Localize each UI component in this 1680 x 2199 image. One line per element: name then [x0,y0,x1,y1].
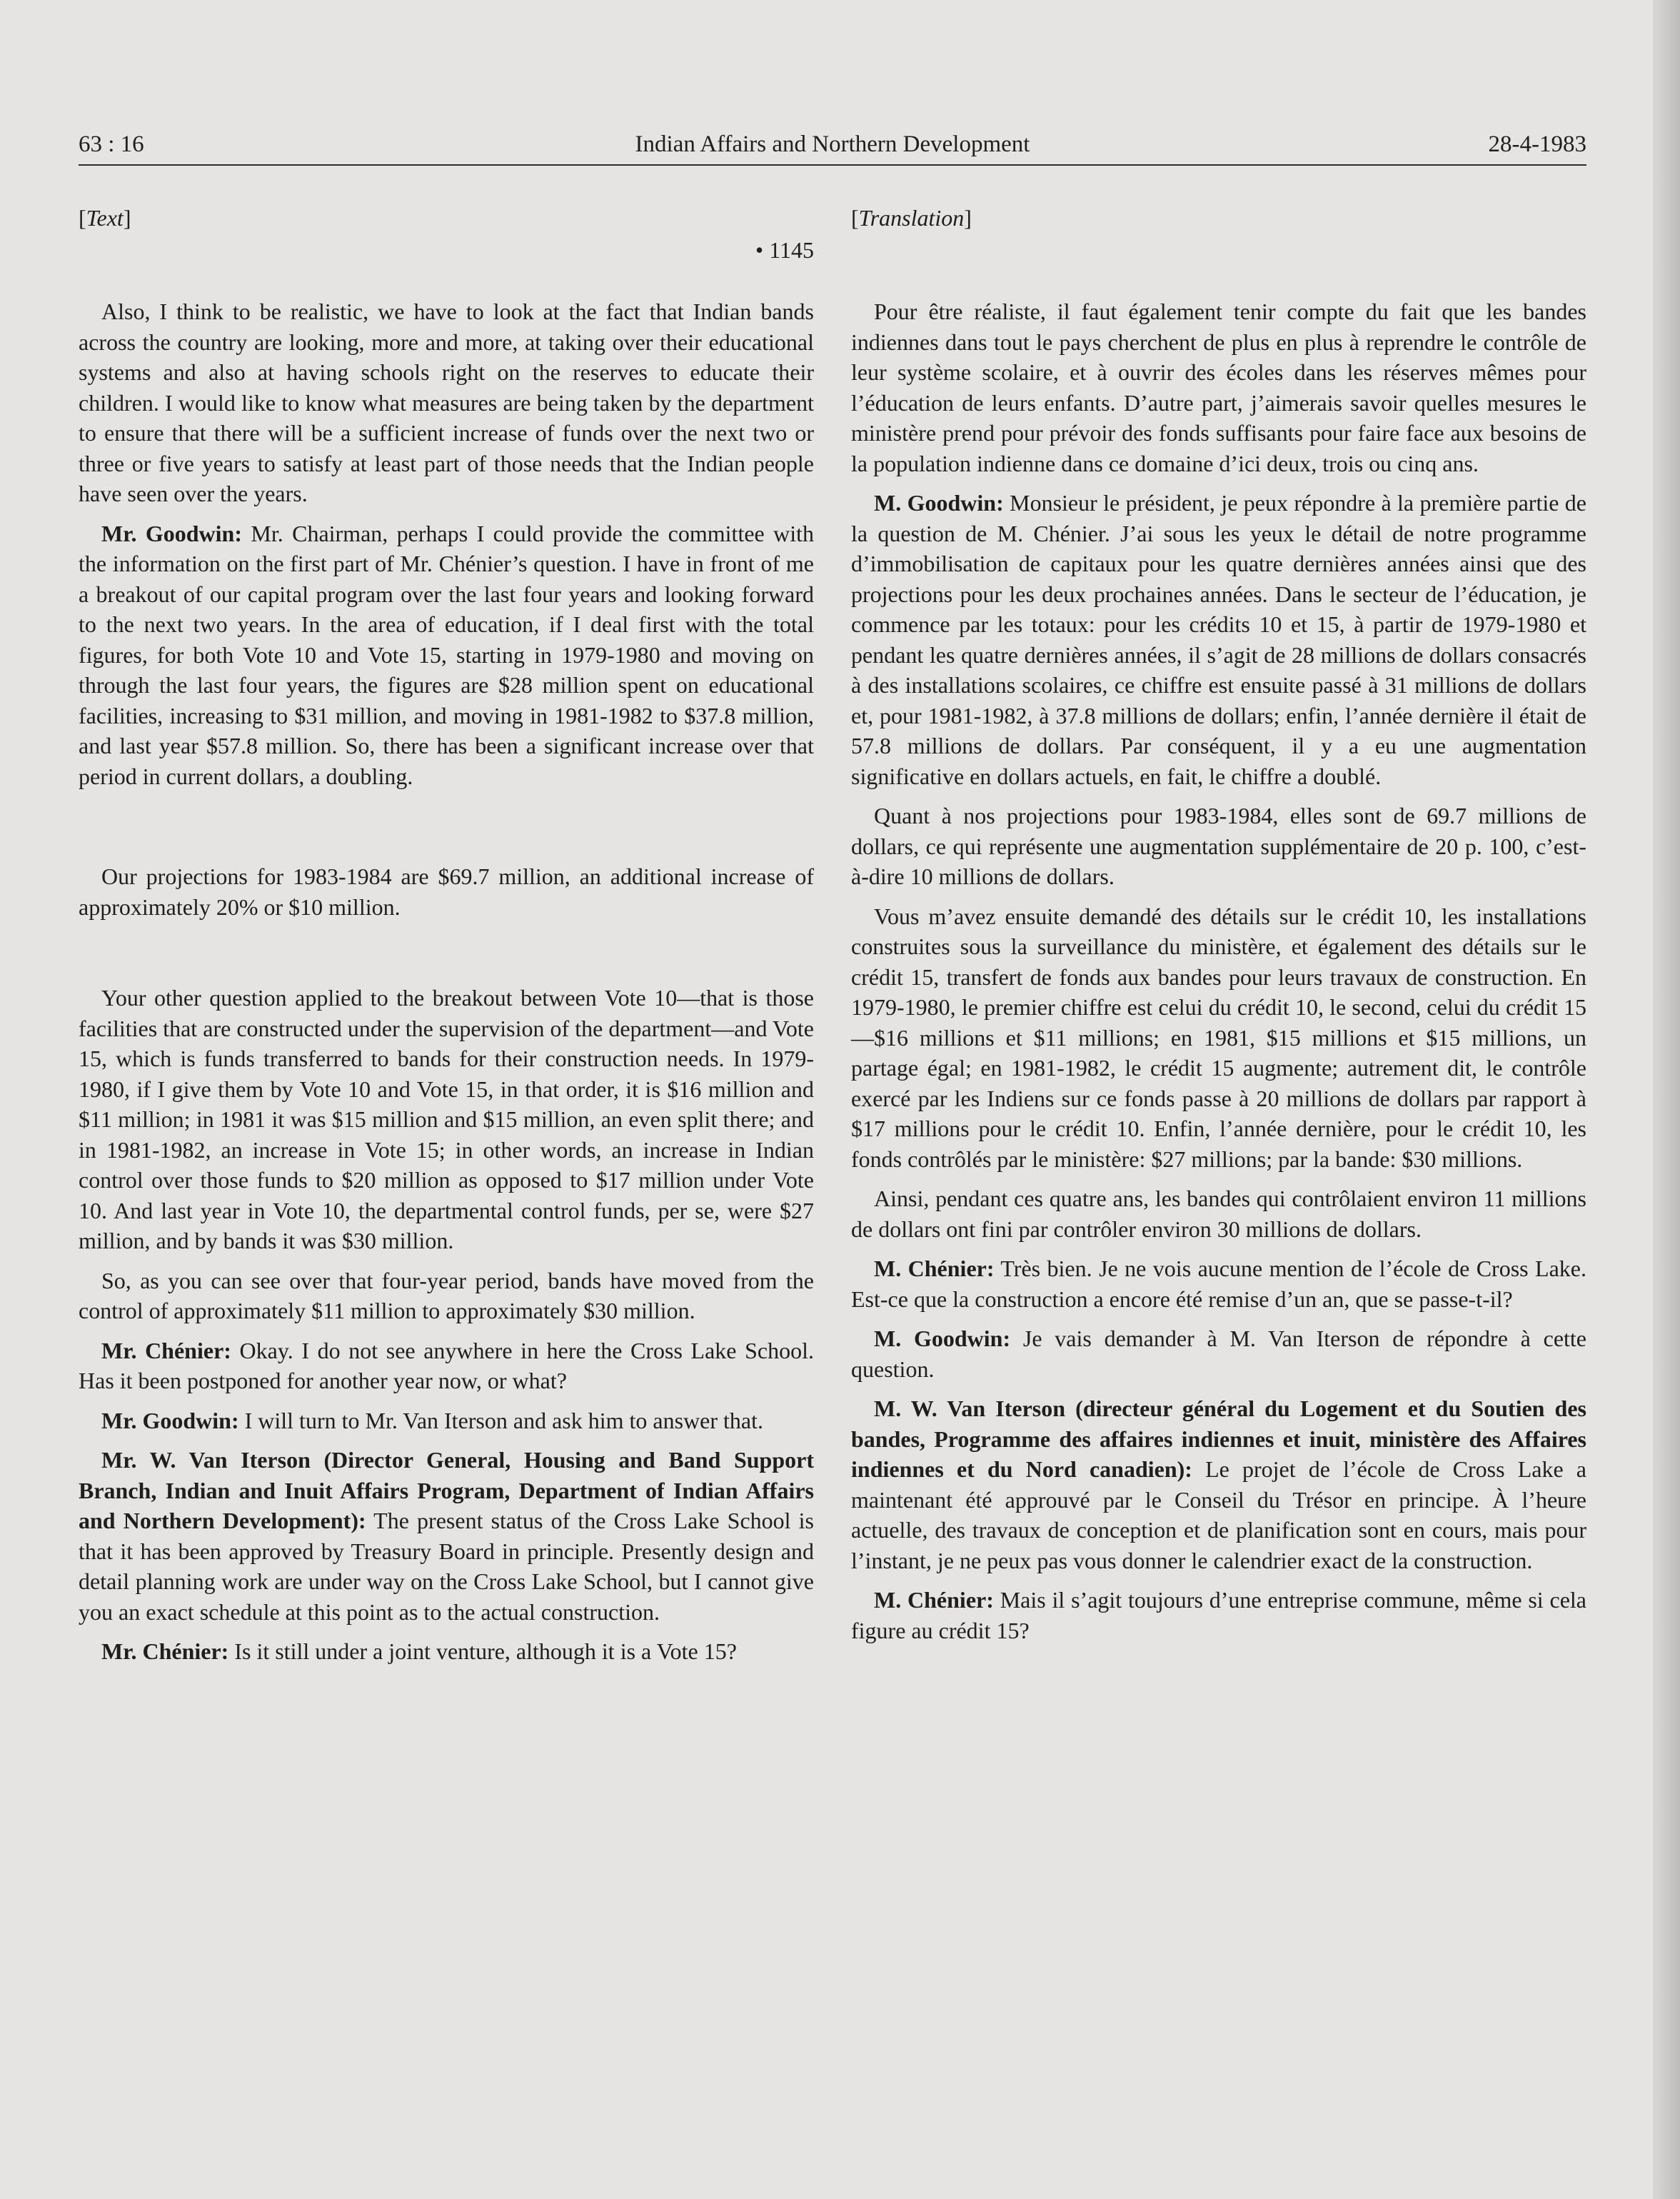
text-tag: [Text] [79,205,131,231]
paragraph [851,488,1586,791]
speaker-name: Mr. W. Van Iterson (Director General, Housing and Band Support Branch, Indian and Inuit Affairs Program, Department of Indian Affairs and Northern Development): [79,1447,814,1533]
speech-text: Monsieur le président, je peux répondre à la première partie de la question de M. Chénier. J’ai sous les yeux le détail de notre programme d’immobilisation de capitaux pour les quatre dernières années ainsi que des projections pour les deux prochaines années. Dans le secteur de l’éducation, je commence par les totaux: pour les crédits 10 et 15, à partir de 1979-1980 et pendant les quatre dernières années, il s’agit de 28 millions de dollars consacrés à des installations scolaires, ce chiffre est ensuite passé à 31 millions de dollars et, pour 1981-1982, à 37.8 millions de dollars; enfin, l’année dernière il était de 57.8 millions de dollars. Par conséquent, il y a eu une augmentation significative en dollars actuels, en fait, le chiffre a doublé. [851,490,1587,789]
speech-text: I will turn to Mr. Van Iterson and ask him to answer that. [238,1407,764,1433]
paragraph: Our projections for 1983-1984 are $69.7 million, an additional increase of approximately 20% or $10 million. [79,863,814,920]
paragraph: Your other question applied to the breakout between Vote 10—that is those facilities that are constructed under the supervision of the department—and Vote 15, which is funds transferred to bands for their construction needs. In 1979-1980, if I give them by Vote 10 and Vote 15, in that order, it is $16 million and $11 million; in 1981 it was $15 million and $15 million, an even split there; and in 1981-1982, an increase in Vote 15; in other words, an increase in Indian control over those funds to $20 million as opposed to $17 million under Vote 10. And last year in Vote 10, the departmental control funds, per se, were $27 million, and by bands it was $30 million. [79,985,814,1253]
speaker-name: Mr. Goodwin: [101,520,242,546]
speaker-name: Mr. Goodwin: [101,1407,239,1433]
running-header [79,126,1586,163]
speaker-name: M. Chénier: [874,1256,995,1281]
speaker-name: M. Goodwin: [874,1326,1011,1351]
text-tag-label: Text [86,205,124,231]
speaker-name: Mr. Chénier: [101,1337,231,1363]
paragraph [851,1253,1586,1314]
paragraph [79,1636,814,1667]
paragraph [79,1336,814,1396]
speech-text: The present status of the Cross Lake School is that it has been approved by Treasury Board in principle. Presently design and detail planning work are under way on the Cross Lake School, but I cannot give you an exact schedule at this point as to the actual construction. [79,1508,815,1625]
paragraph [851,1393,1586,1576]
paragraph [851,1585,1586,1646]
speech-text: Is it still under a joint venture, although it is a Vote 15? [228,1638,737,1664]
paragraph: Vous m’avez ensuite demandé des détails sur le crédit 10, les installations construites sous la surveillance du ministère, et également des détails sur le crédit 15, transfert de fonds aux bandes pour leurs travaux de construction. En 1979-1980, le premier chiffre est celui du crédit 10, le second, celui du crédit 15—$16 millions et $11 millions; en 1981, $15 millions et $15 millions, un partage égal; en 1981-1982, le crédit 15 augmente; autrement dit, le contrôle exercé par les Indiens sur ce fonds passe à 20 millions de dollars par rapport à $17 millions pour le crédit 10. Enfin, l’année dernière, pour le crédit 10, les fonds contrôlés par le ministère: $27 millions; par la bande: $30 millions. [851,903,1586,1172]
paragraph [79,519,814,792]
speech-text: Mr. Chairman, perhaps I could provide the committee with the information on the first part of Mr. Chénier’s question. I have in front of me a breakout of our capital program over the last four years and looking forward to the next two years. In the area of education, if I deal first with the total figures, for both Vote 10 and Vote 15, starting in 1979-1980 and moving on through the last four years, the figures are $28 million spent on educational facilities, increasing to $31 million, and moving in 1981-1982 to $37.8 million, and last year $57.8 million. So, there has been a significant increase over that period in current dollars, a doubling. [79,520,815,789]
paragraph: Pour être réaliste, il faut également tenir compte du fait que les bandes indiennes dans tout le pays cherchent de plus en plus à reprendre le contrôle de leur système scolaire, et à ouvrir des écoles dans les réserves mêmes pour l’éducation de leurs enfants. D’autre part, j’aimerais savoir quelles mesures le ministère prend pour prévoir des fonds suffisants pour faire face aux besoins de la population indienne dans ce domaine d’ici deux, trois ou cinq ans. [851,299,1586,476]
time-marker-placeholder [851,235,1586,266]
paragraph [851,1323,1586,1384]
header-rule [79,164,1586,166]
translation-tag-label: Translation [858,205,965,231]
paragraph: Also, I think to be realistic, we have to look at the fact that Indian bands across the country are looking, more and more, at taking over their educational systems and also at having schools right on the reserves to educate their children. I would like to know what measures are being taken by the department to ensure that there will be a sufficient increase of funds over the next two or three or five years to satisfy at least part of those needs that the Indian people have seen over the years. [79,299,814,506]
english-column [79,203,814,1667]
speech-text: Très bien. Je ne vois aucune mention de l’école de Cross Lake. Est-ce que la construction a encore été remise d’un an, que se passe-t-il? [851,1256,1586,1312]
speech-text: Okay. I do not see anywhere in here the Cross Lake School. Has it been postponed for another year now, or what? [79,1337,815,1393]
speech-text: Mais il s’agit toujours d’une entreprise commune, même si cela figure au crédit 15? [851,1587,1586,1643]
speaker-name: Mr. Chénier: [101,1638,229,1664]
paragraph: So, as you can see over that four-year period, bands have moved from the control of approximately $11 million to approximately $30 million. [79,1267,814,1323]
publication-title: Indian Affairs and Northern Development [635,131,1030,157]
speech-text: Je vais demander à M. Van Iterson de répondre à cette question. [851,1326,1587,1382]
header-date: 28-4-1983 [1488,131,1586,157]
paragraph [79,1445,814,1627]
french-column [851,203,1586,1646]
speaker-name: M. Chénier: [874,1587,994,1613]
speaker-name: M. W. Van Iterson (directeur général du Logement et du Soutien des bandes, Programme des affaires indiennes et inuit, ministère des Affaires indiennes et du Nord canadien): [851,1396,1586,1482]
page-number: 63 : 16 [79,131,144,157]
paragraph: Ainsi, pendant ces quatre ans, les bandes qui contrôlaient environ 11 millions de dollars ont fini par contrôler environ 30 millions de dollars. [851,1186,1586,1242]
translation-tag: [Translation] [851,205,972,231]
speaker-name: M. Goodwin: [874,490,1004,516]
speech-text: Le projet de l’école de Cross Lake a maintenant été approuvé par le Conseil du Trésor en principe. À l’heure actuelle, des travaux de conception et de planification sont en cours, mais pour l’instant, je ne peux pas vous donner le calendrier exact de la construction. [851,1456,1587,1573]
paragraph: Quant à nos projections pour 1983-1984, elles sont de 69.7 millions de dollars, ce qui représente une augmentation supplémentaire de 20 p. 100, c’est-à-dire 10 millions de dollars. [851,803,1586,889]
page-edge-shadow [1653,0,1680,2199]
paragraph [79,1406,814,1436]
time-marker: • 1145 [755,236,814,263]
